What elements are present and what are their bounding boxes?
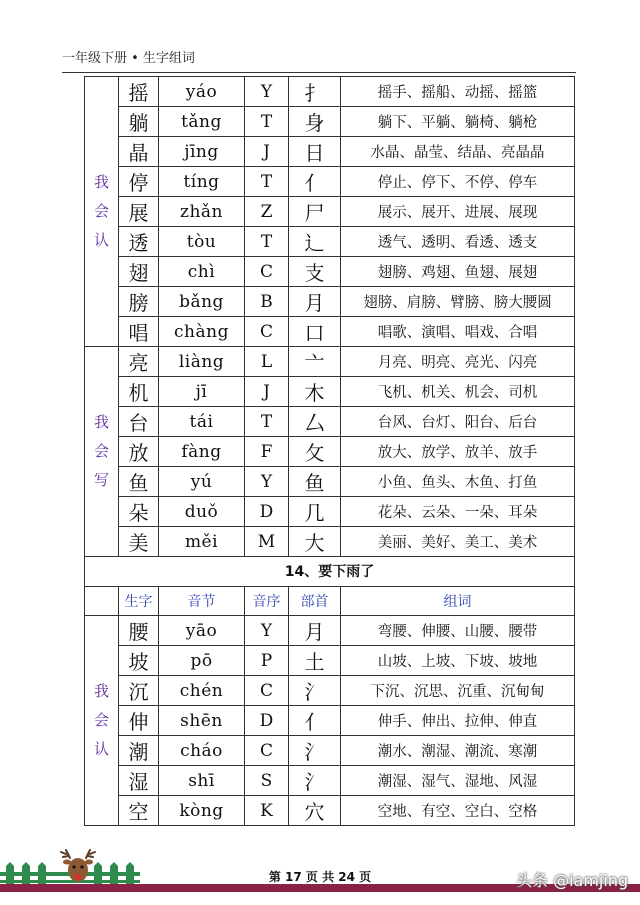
initial-cell: C <box>245 736 289 766</box>
table-row <box>85 407 575 437</box>
character-cell: 空 <box>119 796 159 826</box>
initial-cell: Y <box>245 616 289 646</box>
character-cell: 摇 <box>119 77 159 107</box>
words-cell: 躺下、平躺、躺椅、躺枪 <box>341 107 575 137</box>
character-cell: 停 <box>119 167 159 197</box>
pinyin-cell: yú <box>159 467 245 497</box>
words-cell: 伸手、伸出、拉伸、伸直 <box>341 706 575 736</box>
column-header-row <box>85 586 575 616</box>
radical-cell: 大 <box>289 527 341 557</box>
pinyin-cell: cháo <box>159 736 245 766</box>
table-row <box>85 766 575 796</box>
initial-cell: T <box>245 107 289 137</box>
radical-cell: 氵 <box>289 766 341 796</box>
page-number: 第 17 页 共 24 页 <box>268 870 372 884</box>
table-row <box>85 317 575 347</box>
radical-cell: 月 <box>289 287 341 317</box>
table-row <box>85 527 575 557</box>
table-row <box>85 137 575 167</box>
radical-cell: 尸 <box>289 197 341 227</box>
lesson-title: 14、要下雨了 <box>85 557 575 587</box>
table-row <box>85 437 575 467</box>
character-cell: 台 <box>119 407 159 437</box>
character-table <box>84 76 575 826</box>
words-cell: 空地、有空、空白、空格 <box>341 796 575 826</box>
pinyin-cell: tòu <box>159 227 245 257</box>
table-row <box>85 497 575 527</box>
radical-cell: 土 <box>289 646 341 676</box>
words-cell: 台风、台灯、阳台、后台 <box>341 407 575 437</box>
radical-cell: 亠 <box>289 347 341 377</box>
initial-cell: F <box>245 437 289 467</box>
pinyin-cell: liàng <box>159 347 245 377</box>
radical-cell: 身 <box>289 107 341 137</box>
initial-cell: P <box>245 646 289 676</box>
group-label: 我 会 认 <box>85 616 119 826</box>
radical-cell: 日 <box>289 137 341 167</box>
radical-cell: 穴 <box>289 796 341 826</box>
table-row <box>85 646 575 676</box>
pinyin-cell: shī <box>159 766 245 796</box>
radical-cell: 亻 <box>289 706 341 736</box>
table-row <box>85 257 575 287</box>
pinyin-cell: fàng <box>159 437 245 467</box>
pinyin-cell: jī <box>159 377 245 407</box>
pinyin-cell: tíng <box>159 167 245 197</box>
character-cell: 朵 <box>119 497 159 527</box>
pinyin-cell: bǎng <box>159 287 245 317</box>
character-cell: 晶 <box>119 137 159 167</box>
initial-cell: Y <box>245 77 289 107</box>
pinyin-cell: jīng <box>159 137 245 167</box>
pinyin-cell: shēn <box>159 706 245 736</box>
words-cell: 潮湿、湿气、湿地、风湿 <box>341 766 575 796</box>
initial-cell: Z <box>245 197 289 227</box>
table-row <box>85 167 575 197</box>
words-cell: 停止、停下、不停、停车 <box>341 167 575 197</box>
lesson-title-row <box>85 557 575 587</box>
initial-cell: T <box>245 227 289 257</box>
character-cell: 沉 <box>119 676 159 706</box>
group-label: 我 会 认 <box>85 77 119 347</box>
words-cell: 水晶、晶莹、结晶、亮晶晶 <box>341 137 575 167</box>
group-label: 我 会 写 <box>85 347 119 557</box>
character-cell: 透 <box>119 227 159 257</box>
character-cell: 腰 <box>119 616 159 646</box>
pinyin-cell: pō <box>159 646 245 676</box>
words-cell: 小鱼、鱼头、木鱼、打鱼 <box>341 467 575 497</box>
pinyin-cell: zhǎn <box>159 197 245 227</box>
header-rule <box>62 72 576 73</box>
table-row <box>85 796 575 826</box>
character-cell: 展 <box>119 197 159 227</box>
words-cell: 飞机、机关、机会、司机 <box>341 377 575 407</box>
column-header-words: 组词 <box>341 586 575 616</box>
initial-cell: B <box>245 287 289 317</box>
pinyin-cell: chén <box>159 676 245 706</box>
table-row <box>85 287 575 317</box>
character-cell: 躺 <box>119 107 159 137</box>
radical-cell: 几 <box>289 497 341 527</box>
table-row <box>85 197 575 227</box>
initial-cell: L <box>245 347 289 377</box>
initial-cell: M <box>245 527 289 557</box>
pinyin-cell: tǎng <box>159 107 245 137</box>
watermark: 头条 @iamjing <box>516 871 629 890</box>
initial-cell: C <box>245 257 289 287</box>
words-cell: 潮水、潮湿、潮流、寒潮 <box>341 736 575 766</box>
initial-cell: K <box>245 796 289 826</box>
radical-cell: 口 <box>289 317 341 347</box>
radical-cell: 攵 <box>289 437 341 467</box>
radical-cell: 鱼 <box>289 467 341 497</box>
radical-cell: 辶 <box>289 227 341 257</box>
table-row <box>85 347 575 377</box>
pinyin-cell: kòng <box>159 796 245 826</box>
words-cell: 月亮、明亮、亮光、闪亮 <box>341 347 575 377</box>
words-cell: 弯腰、伸腰、山腰、腰带 <box>341 616 575 646</box>
words-cell: 透气、透明、看透、透支 <box>341 227 575 257</box>
initial-cell: C <box>245 317 289 347</box>
words-cell: 翅膀、鸡翅、鱼翅、展翅 <box>341 257 575 287</box>
character-cell: 机 <box>119 377 159 407</box>
page-header-title: 一年级下册 • 生字组词 <box>62 51 195 66</box>
character-cell: 湿 <box>119 766 159 796</box>
words-cell: 下沉、沉思、沉重、沉甸甸 <box>341 676 575 706</box>
character-cell: 鱼 <box>119 467 159 497</box>
words-cell: 花朵、云朵、一朵、耳朵 <box>341 497 575 527</box>
radical-cell: 支 <box>289 257 341 287</box>
table-row <box>85 706 575 736</box>
radical-cell: 氵 <box>289 676 341 706</box>
words-cell: 唱歌、演唱、唱戏、合唱 <box>341 317 575 347</box>
initial-cell: S <box>245 766 289 796</box>
character-cell: 翅 <box>119 257 159 287</box>
table-row <box>85 377 575 407</box>
character-cell: 伸 <box>119 706 159 736</box>
header-blank <box>85 586 119 616</box>
radical-cell: 氵 <box>289 736 341 766</box>
initial-cell: Y <box>245 467 289 497</box>
column-header-pinyin: 音节 <box>159 586 245 616</box>
words-cell: 美丽、美好、美工、美术 <box>341 527 575 557</box>
initial-cell: T <box>245 167 289 197</box>
column-header-char: 生字 <box>119 586 159 616</box>
character-cell: 潮 <box>119 736 159 766</box>
table-row <box>85 736 575 766</box>
radical-cell: 厶 <box>289 407 341 437</box>
character-cell: 坡 <box>119 646 159 676</box>
radical-cell: 木 <box>289 377 341 407</box>
table-row <box>85 107 575 137</box>
words-cell: 摇手、摇船、动摇、摇篮 <box>341 77 575 107</box>
character-cell: 唱 <box>119 317 159 347</box>
initial-cell: J <box>245 137 289 167</box>
pinyin-cell: chì <box>159 257 245 287</box>
character-cell: 美 <box>119 527 159 557</box>
words-cell: 展示、展开、进展、展现 <box>341 197 575 227</box>
character-cell: 放 <box>119 437 159 467</box>
table-row <box>85 77 575 107</box>
radical-cell: 月 <box>289 616 341 646</box>
pinyin-cell: měi <box>159 527 245 557</box>
pinyin-cell: duǒ <box>159 497 245 527</box>
column-header-initial: 音序 <box>245 586 289 616</box>
table-row <box>85 467 575 497</box>
initial-cell: T <box>245 407 289 437</box>
words-cell: 山坡、上坡、下坡、坡地 <box>341 646 575 676</box>
initial-cell: C <box>245 676 289 706</box>
pinyin-cell: yáo <box>159 77 245 107</box>
character-cell: 亮 <box>119 347 159 377</box>
table-row <box>85 676 575 706</box>
table-row <box>85 227 575 257</box>
table-row <box>85 616 575 646</box>
initial-cell: D <box>245 497 289 527</box>
initial-cell: D <box>245 706 289 736</box>
radical-cell: 扌 <box>289 77 341 107</box>
words-cell: 翅膀、肩膀、臂膀、膀大腰圆 <box>341 287 575 317</box>
radical-cell: 亻 <box>289 167 341 197</box>
pinyin-cell: chàng <box>159 317 245 347</box>
words-cell: 放大、放学、放羊、放手 <box>341 437 575 467</box>
column-header-radical: 部首 <box>289 586 341 616</box>
pinyin-cell: tái <box>159 407 245 437</box>
character-cell: 膀 <box>119 287 159 317</box>
initial-cell: J <box>245 377 289 407</box>
pinyin-cell: yāo <box>159 616 245 646</box>
